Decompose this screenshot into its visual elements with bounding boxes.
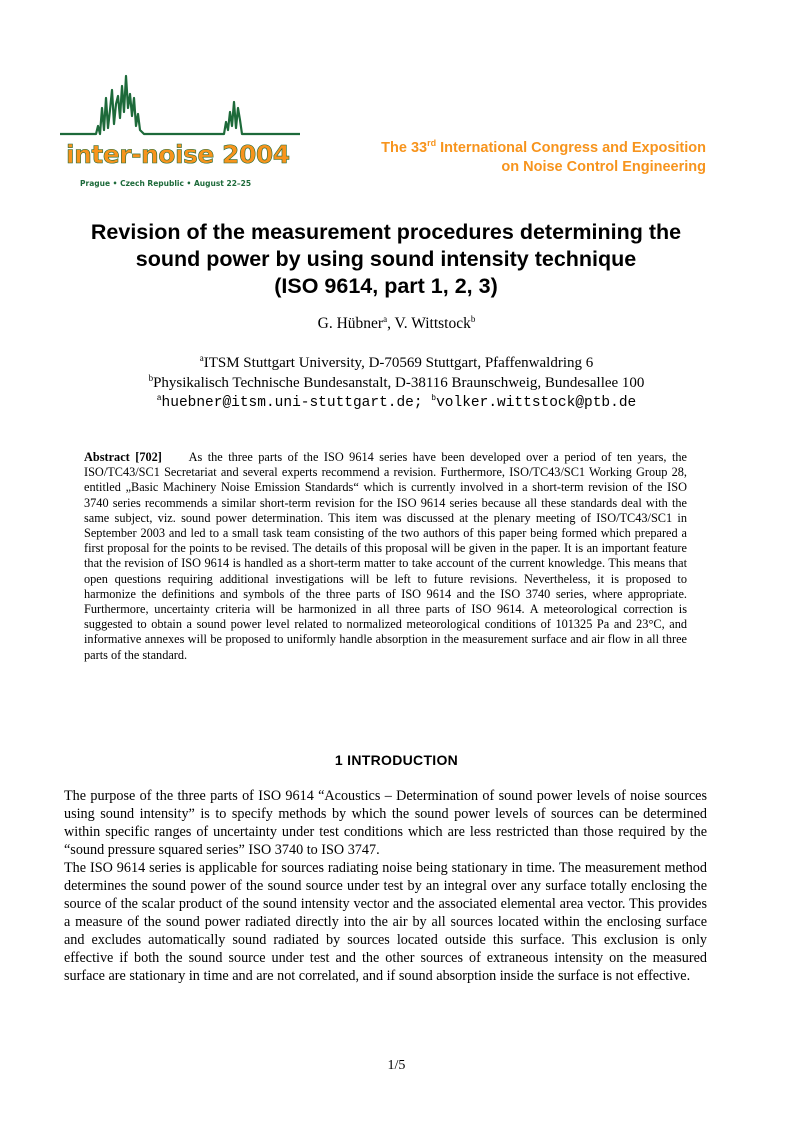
- section-heading: 1 INTRODUCTION: [334, 752, 459, 768]
- logo-tagline: Prague • Czech Republic • August 22–25: [80, 179, 252, 188]
- affiliation-a: $^a$ITSM Stuttgart University, D-70569 Stuttgart, Pfaffenwaldring 6: [199, 353, 594, 371]
- congress-header: [381, 139, 706, 177]
- skyline-waveform-graphic: [60, 68, 300, 143]
- author-1: G. Hübner: [317, 315, 384, 333]
- abstract-label: Abstract [702]: [84, 450, 162, 464]
- title-line-2: sound power by using sound intensity technique: [135, 247, 637, 271]
- email-b[interactable]: volker.wittstock@ptb.de: [436, 394, 637, 411]
- congress-line-2: on Noise Control Engineering: [501, 159, 706, 175]
- affiliation-b: $^b$Physikalisch Technische Bundesanstalt, D-38116 Braunschweig, Bundesallee 100: [148, 373, 645, 391]
- logo-wordmark: inter-noise 2004: [66, 140, 290, 169]
- paragraph: The purpose of the three parts of ISO 9614 “Acoustics – Determination of sound power levels of noise sources using sound intensity” is to specify methods by which the sound power levels of sources can be determined within specific ranges of uncertainty under test conditions which are less restricted than those required by the “sound pressure squared series” ISO 3740 to ISO 3747.: [64, 788, 707, 858]
- congress-line-1: The 33rd International Congress and Exposition: [381, 138, 706, 156]
- paper-title: [60, 219, 712, 300]
- email-a[interactable]: huebner@itsm.uni-stuttgart.de;: [161, 394, 423, 411]
- title-line-1: Revision of the measurement procedures determining the: [90, 220, 682, 244]
- abstract: [84, 450, 687, 663]
- page-number: 1/5: [387, 1058, 406, 1073]
- paragraph: The ISO 9614 series is applicable for sources radiating noise being stationary in time. The measurement method determines the sound power of the sound source under test by an integral over any surface totally enclosing the source of the scalar product of the sound intensity vector and the associated elemental area vector. This provides a measure of the sound power radiated directly into the air by all sources located within the enclosing surface and excludes automatically sound radiated by sources located outside this surface. This exclusion is only effective if both the sound source under test and the other sources of extraneous intensity on the measured surface are stationary in time and are not correlated, and if sound absorption inside the surface is not effective.: [64, 860, 707, 984]
- author-list: G. Hübner$^a$, V. Wittstock$^b$: [317, 314, 476, 333]
- abstract-text: As the three parts of the ISO 9614 series have been developed over a period of ten years, the ISO/TC43/SC1 Secretariat and several experts recommend a revision. Furthermore, ISO/TC43/SC1 Working Group 28, entitled „Basic Machinery Noise Emission Standards“ which is currently involved in a short-term revision of the ISO 3740 series recommends a similar short-term revision for the ISO 9614 series because all these standards deal with the same subject, viz. sound power determination. This item was discussed at the plenary meeting of ISO/TC43/SC1 in September 2003 and led to a small task team consisting of the two authors of this paper being formed which prepared a first proposal for the points to be revised. The details of this proposal will be given in the paper. It is an important feature that the revision of ISO 9614 is handled as a short-term matter to take account of the current knowledge. This means that open questions requiring additional investigations will be left to future revisions. Nevertheless, it is proposed to harmonize the definitions and symbols of the three parts of ISO 9614 and the ISO 3740 series, where appropriate. Furthermore, uncertainty criteria will be harmonized in all three parts of ISO 9614. A meteorological correction is suggested to obtain a sound power level related to normalized meteorological conditions of 101325 Pa and 23°C, and informative annexes will be proposed to uniformly handle absorption in the measurement surface and air flow in all three parts of the standard.: [84, 450, 688, 662]
- author-emails: $^a$huebner@itsm.uni-stuttgart.de; $^b$volker.wittstock@ptb.de: [156, 394, 637, 411]
- title-line-3: (ISO 9614, part 1, 2, 3): [274, 274, 498, 298]
- conference-logo: [60, 68, 300, 198]
- author-2: V. Wittstock: [394, 315, 471, 333]
- body-text: [64, 787, 707, 985]
